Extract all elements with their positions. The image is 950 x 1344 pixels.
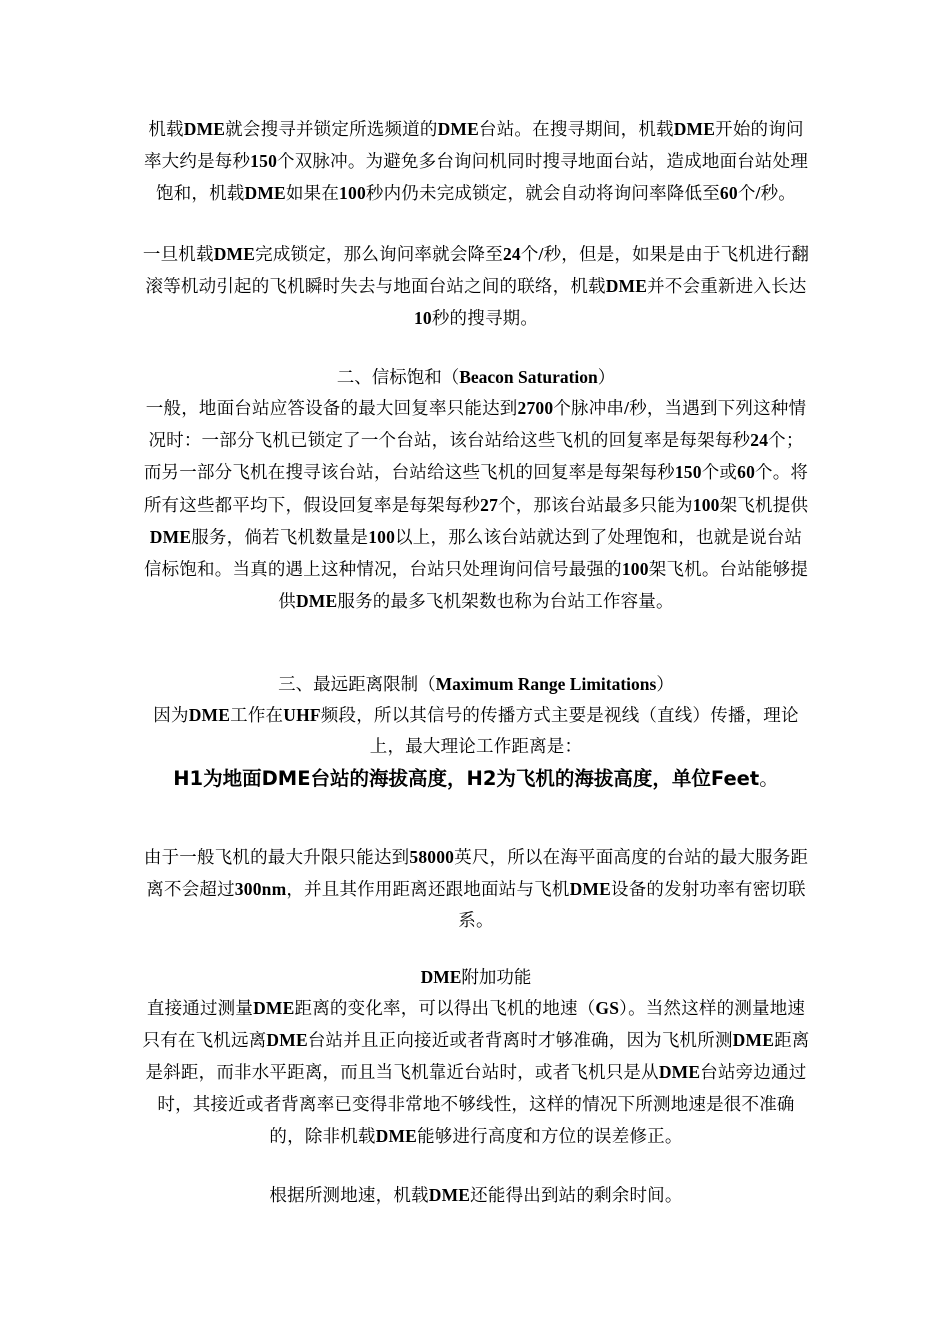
paragraph-text: 直接通过测量DME距离的变化率，可以得出飞机的地速（GS）。当然这样的测量地速只有在飞机远离DME台站并且正向接近或者背离时才够准确，因为飞机所测DME距离是斜距，而非水平距离，而且当飞机靠近台站时，或者飞机只是从DME台站旁边通过时，其接近或者背离率已变得非常地不够线性，这样的情况下所测地速是很不准确的，除非机载DME能够进行高度和方位的误差修正。	[142, 998, 810, 1147]
section-heading-dme-extra-functions: DME附加功能	[420, 967, 532, 988]
paragraph-time-to-station	[142, 1180, 810, 1212]
paragraph-text: 由于一般飞机的最大升限只能达到58000英尺，所以在海平面高度的台站的最大服务距离不会超过300nm，并且其作用距离还跟地面站与飞机DME设备的发射功率有密切联系。	[143, 847, 809, 932]
paragraph-ground-speed	[142, 993, 810, 1153]
paragraph-text: 因为DME工作在UHF频段，所以其信号的传播方式主要是视线（直线）传播，理论上，最大理论工作距离是：	[153, 705, 799, 758]
paragraph-dme-lock	[142, 239, 810, 336]
paragraph-text: 一旦机载DME完成锁定，那么询问率就会降至24个/秒，但是，如果是由于飞机进行翻滚等机动引起的飞机瞬时失去与地面台站之间的联络，机载DME并不会重新进入长达10秒的搜寻期。	[142, 244, 810, 330]
paragraph-text: 一般，地面台站应答设备的最大回复率只能达到2700个脉冲串/秒，当遇到下列这种情况时：一部分飞机已锁定了一个台站，该台站给这些飞机的回复率是每架每秒24个；而另一部分飞机在搜寻该台站，台站给这些飞机的回复率是每架每秒150个或60个。将所有这些都平均下，假设回复率是每架每秒27个，那该台站最多只能为100架飞机提供DME服务，倘若飞机数量是100以上，那么该台站就达到了处理饱和，也就是说台站信标饱和。当真的遇上这种情况，台站只处理询问信号最强的100架飞机。台站能够提供DME服务的最多飞机架数也称为台站工作容量。	[143, 398, 809, 613]
paragraph-max-range	[142, 700, 810, 763]
formula-variable-definition	[120, 762, 832, 796]
paragraph-text: 根据所测地速，机载DME还能得出到站的剩余时间。	[269, 1185, 683, 1206]
section-heading-beacon-saturation: 二、信标饱和（Beacon Saturation）	[336, 367, 616, 388]
section-heading-max-range: 三、最远距离限制（Maximum Range Limitations）	[278, 674, 674, 695]
paragraph-service-range	[142, 842, 810, 938]
paragraph-text: 机载DME就会搜寻并锁定所选频道的DME台站。在搜寻期间，机载DME开始的询问率大约是每秒150个双脉冲。为避免多台询问机同时搜寻地面台站，造成地面台站处理饱和，机载DME如果在100秒内仍未完成锁定，就会自动将询问率降低至60个/秒。	[143, 119, 809, 205]
formula-definition-text: H1为地面DME台站的海拔高度，H2为飞机的海拔高度，单位Feet	[173, 767, 760, 790]
paragraph-beacon-saturation	[142, 393, 810, 618]
paragraph-dme-search	[142, 114, 810, 211]
formula-definition-period: 。	[759, 767, 779, 790]
